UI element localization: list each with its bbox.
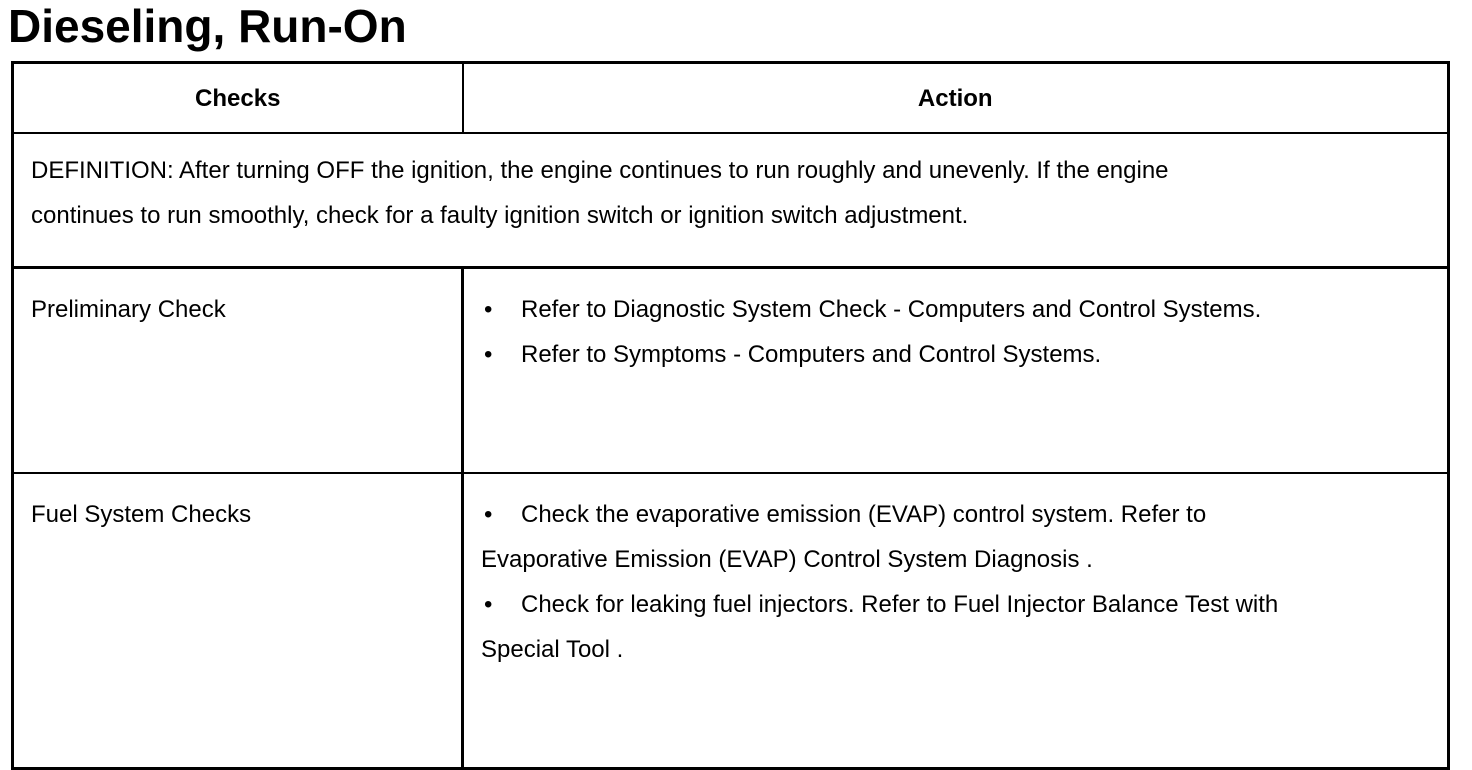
action-text: Check for leaking fuel injectors. Refer to Fuel Injector Balance Test with Special Tool . bbox=[481, 591, 1279, 663]
header-checks: Checks bbox=[13, 63, 463, 134]
list-item bbox=[481, 332, 1447, 377]
action-list bbox=[481, 287, 1447, 377]
bullet-icon: • bbox=[484, 501, 493, 528]
diagnostic-table bbox=[11, 61, 1450, 770]
list-item bbox=[481, 582, 1311, 672]
list-item bbox=[481, 492, 1311, 582]
action-cell-preliminary bbox=[463, 268, 1449, 474]
table-row bbox=[13, 268, 1449, 474]
bullet-icon: • bbox=[484, 591, 493, 618]
table-header-row bbox=[13, 63, 1449, 134]
check-cell-fuel-system: Fuel System Checks bbox=[13, 473, 463, 769]
bullet-icon: • bbox=[484, 341, 493, 368]
action-cell-fuel-system bbox=[463, 473, 1449, 769]
table-row bbox=[13, 473, 1449, 769]
page-title: Dieseling, Run-On bbox=[8, 0, 407, 52]
definition-text: DEFINITION: After turning OFF the ignition, the engine continues to run roughly and unevenly. If the engine continues to run smoothly, check for a faulty ignition switch or ignition switch adjustment. bbox=[31, 157, 1169, 229]
action-list bbox=[481, 492, 1447, 672]
definition-row bbox=[13, 133, 1449, 268]
header-action: Action bbox=[463, 63, 1449, 134]
action-text: Refer to Diagnostic System Check - Computers and Control Systems. bbox=[521, 296, 1262, 323]
list-item bbox=[481, 287, 1447, 332]
check-cell-preliminary: Preliminary Check bbox=[13, 268, 463, 474]
definition-cell bbox=[13, 133, 1449, 268]
bullet-icon: • bbox=[484, 296, 493, 323]
action-text: Refer to Symptoms - Computers and Control Systems. bbox=[521, 341, 1102, 368]
action-text: Check the evaporative emission (EVAP) control system. Refer to Evaporative Emission (EVAP) Control System Diagnosis . bbox=[481, 501, 1207, 573]
